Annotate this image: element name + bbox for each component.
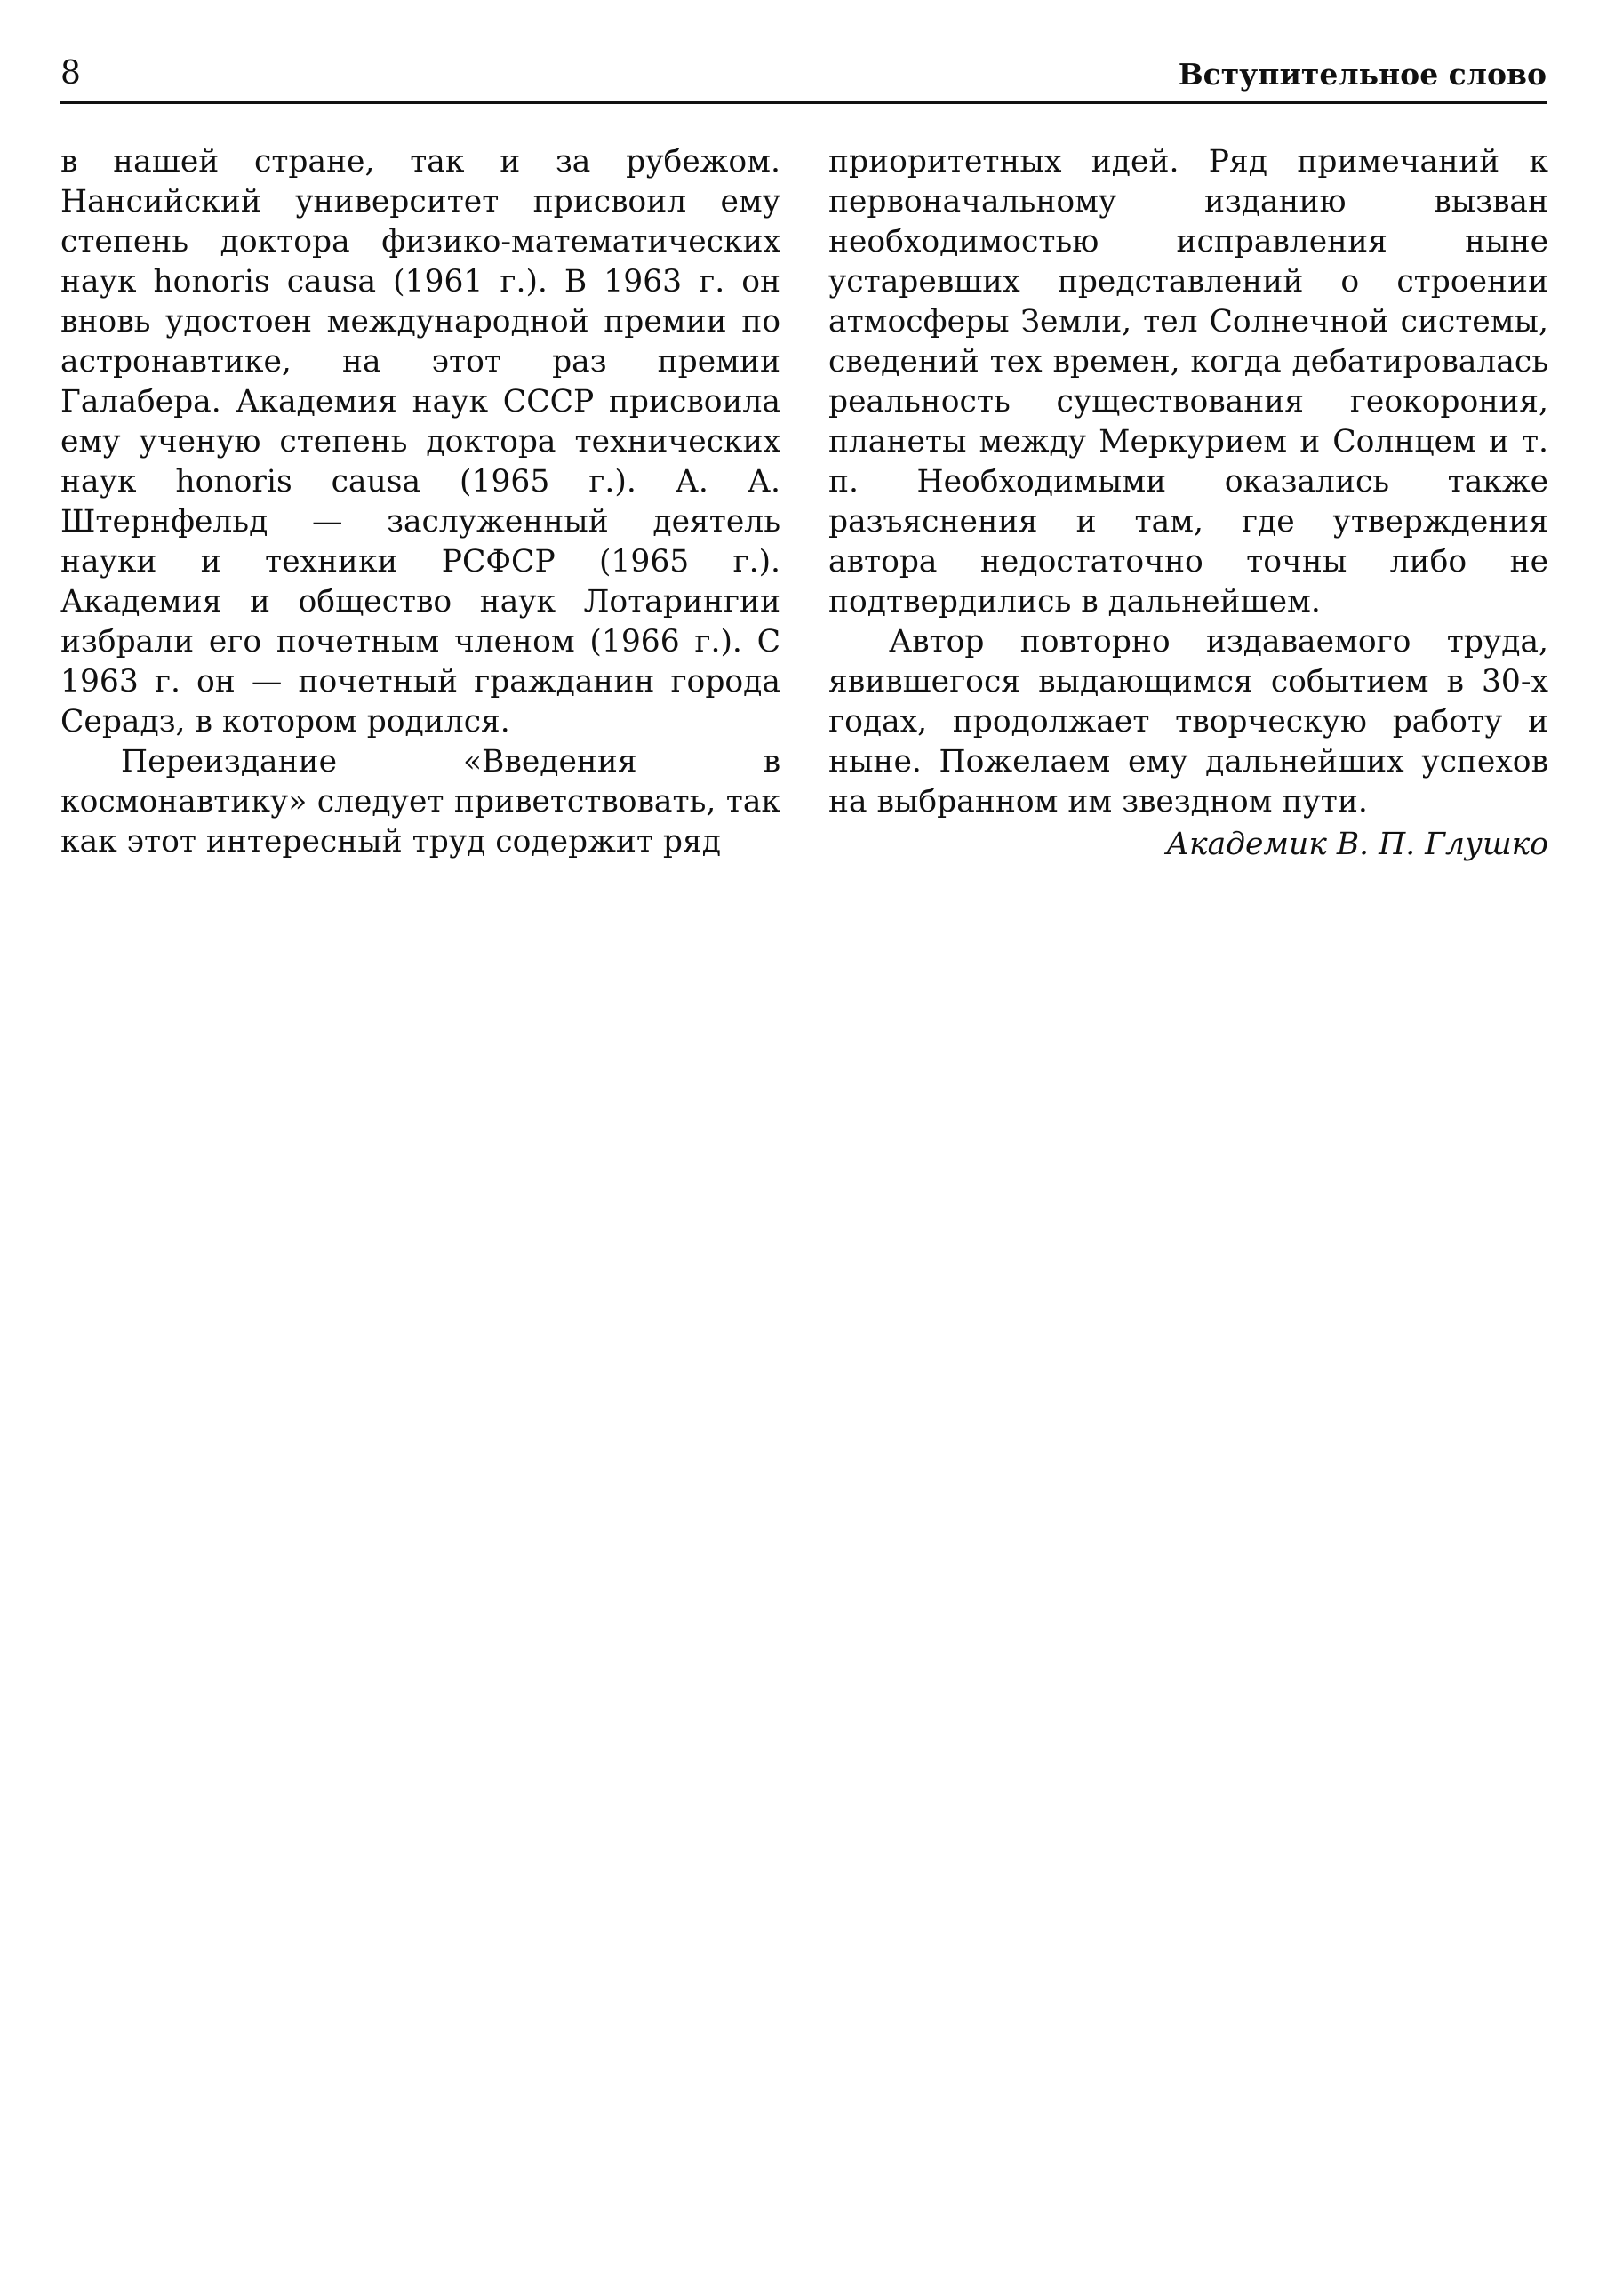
left-column <box>60 142 780 862</box>
author-signature: Академик В. П. Глушко <box>1165 827 1548 862</box>
left-paragraph-1: в нашей стране, так и за рубежом. Нансийский университет присвоил ему степень доктора физико-математических наук honoris causa (1961 г.). В 1963 г. он вновь удостоен международной премии по астронавтике, на этот раз премии Галабера. Академия наук СССР присвоила ему ученую степень доктора технических наук honoris causa (1965 г.). А. А. Штернфельд — заслуженный деятель науки и техники РСФСР (1965 г.). Академия и общество наук Лотарингии избрали его почетным членом (1966 г.). С 1963 г. он — почетный гражданин города Серадз, в котором родился. <box>60 144 780 740</box>
right-paragraph-1: приоритетных идей. Ряд примечаний к первоначальному изданию вызван необходимостью исправления ныне устаревших представлений о строении атмосферы Земли, тел Солнечной системы, сведений тех времен, когда дебатировалась реальность существования геокорония, планеты между Меркурием и Солнцем и т. п. Необходимыми оказались также разъяснения и там, где утверждения автора недостаточно точны либо не подтвердились в дальнейшем. <box>828 144 1548 620</box>
page-number: 8 <box>60 55 81 92</box>
right-paragraph-2: Автор повторно издаваемого труда, явившегося выдающимся событием в 30-х годах, продолжает творческую работу и ныне. Пожелаем ему дальнейших успехов на выбранном им звездном пути. <box>828 624 1548 820</box>
left-paragraph-2: Переиздание «Введения в космонавтику» следует приветствовать, так как этот интересный труд содержит ряд <box>60 744 780 860</box>
page-header <box>60 52 1547 104</box>
running-title: Вступительное слово <box>1178 57 1547 92</box>
right-column <box>828 142 1548 867</box>
